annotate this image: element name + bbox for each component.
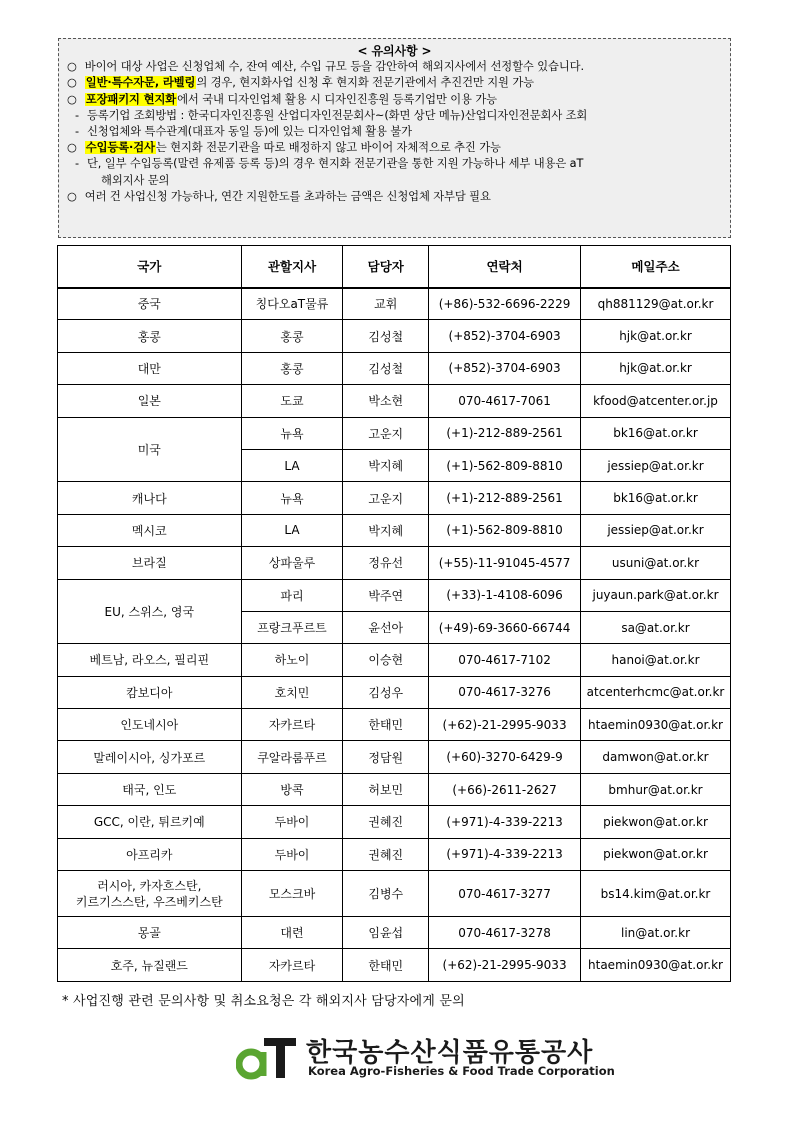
cell-person: 박지혜 [343, 514, 429, 546]
table-row [58, 320, 731, 352]
cell-country: 미국 [58, 417, 242, 482]
cell-person: 고운지 [343, 482, 429, 514]
notice-text: 의 경우, 현지화사업 신청 후 현지화 전문기관에서 추진건만 지원 가능 [196, 76, 534, 90]
notice-text: 단, 일부 수입등록(말련 유제품 등록 등)의 경우 현지화 전문기관을 통한 지원 가능하나 세부 내용은 aT [86, 157, 584, 171]
cell-branch: LA [241, 449, 343, 481]
notice-text: 여러 건 사업신청 가능하나, 연간 지원한도를 초과하는 금액은 신청업체 자부담 필요 [84, 189, 491, 203]
header-branch: 관할지사 [241, 246, 343, 288]
cell-branch: LA [241, 514, 343, 546]
cell-email: usuni@at.or.kr [581, 547, 731, 579]
cell-branch: 프랑크푸르트 [241, 611, 343, 643]
cell-email: sa@at.or.kr [581, 611, 731, 643]
cell-person: 박주연 [343, 579, 429, 611]
cell-branch: 방콕 [241, 773, 343, 805]
cell-email: atcenterhcmc@at.or.kr [581, 676, 731, 708]
table-row [58, 352, 731, 384]
notice-text: 는 현지화 전문기관을 따로 배정하지 않고 바이어 자체적으로 추진 가능 [155, 141, 501, 155]
table-row [58, 838, 731, 870]
table-row [58, 417, 731, 449]
table-row [58, 579, 731, 611]
cell-branch: 뉴욕 [241, 417, 343, 449]
cell-phone: 070-4617-7102 [429, 644, 581, 676]
cell-country: 멕시코 [58, 514, 242, 546]
table-row [58, 288, 731, 320]
cell-person: 교휘 [343, 288, 429, 320]
cell-person: 김성우 [343, 676, 429, 708]
cell-branch: 파리 [241, 579, 343, 611]
cell-person: 한태민 [343, 709, 429, 741]
notice-line [67, 124, 722, 140]
cell-person: 김성철 [343, 320, 429, 352]
cell-branch: 도쿄 [241, 385, 343, 417]
cell-email: qh881129@at.or.kr [581, 288, 731, 320]
header-person: 담당자 [343, 246, 429, 288]
cell-country: 캄보디아 [58, 676, 242, 708]
cell-email: juyaun.park@at.or.kr [581, 579, 731, 611]
notice-text: 에서 국내 디자인업체 활용 시 디자인진흥원 등록기업만 이용 가능 [177, 92, 497, 106]
cell-phone: (+62)-21-2995-9033 [429, 949, 581, 981]
cell-branch: 쿠알라룸푸르 [241, 741, 343, 773]
cell-country: 인도네시아 [58, 709, 242, 741]
cell-person: 권혜진 [343, 838, 429, 870]
cell-branch: 뉴욕 [241, 482, 343, 514]
cell-person: 한태민 [343, 949, 429, 981]
cell-country: 중국 [58, 288, 242, 320]
notice-title: < 유의사항 > [357, 44, 432, 58]
cell-phone: 070-4617-3276 [429, 676, 581, 708]
table-row [58, 773, 731, 805]
cell-phone: (+62)-21-2995-9033 [429, 709, 581, 741]
org-name-korean: 한국농수산식품유통공사 [306, 1038, 594, 1068]
cell-phone: (+60)-3270-6429-9 [429, 741, 581, 773]
cell-phone: (+66)-2611-2627 [429, 773, 581, 805]
cell-branch: 호치민 [241, 676, 343, 708]
logo [236, 1032, 615, 1082]
cell-phone: (+33)-1-4108-6096 [429, 579, 581, 611]
table-row [58, 871, 731, 917]
cell-person: 윤선아 [343, 611, 429, 643]
cell-email: jessiep@at.or.kr [581, 449, 731, 481]
notice-bullet: ○ [67, 189, 77, 203]
notice-highlight: 포장패키지 현지화 [85, 92, 177, 106]
cell-branch: 홍콩 [241, 320, 343, 352]
cell-phone: (+1)-562-809-8810 [429, 449, 581, 481]
cell-email: htaemin0930@at.or.kr [581, 949, 731, 981]
cell-email: piekwon@at.or.kr [581, 806, 731, 838]
cell-phone: (+86)-532-6696-2229 [429, 288, 581, 320]
cell-email: piekwon@at.or.kr [581, 838, 731, 870]
notice-bullet: - [75, 157, 79, 171]
cell-phone: 070-4617-3278 [429, 917, 581, 949]
notice-highlight: 일반·특수자문, 라벨링 [85, 76, 196, 90]
notice-bullet: ○ [67, 141, 77, 155]
cell-person: 이승현 [343, 644, 429, 676]
cell-country: 베트남, 라오스, 필리핀 [58, 644, 242, 676]
table-row [58, 741, 731, 773]
cell-person: 허보민 [343, 773, 429, 805]
notice-highlight: 수입등록·검사 [85, 141, 155, 155]
cell-country: 태국, 인도 [58, 773, 242, 805]
cell-country: 대만 [58, 352, 242, 384]
cell-email: bmhur@at.or.kr [581, 773, 731, 805]
table-row [58, 709, 731, 741]
notice-text: 해외지사 문의 [101, 173, 170, 187]
cell-country: 브라질 [58, 547, 242, 579]
cell-country: 말레이시아, 싱가포르 [58, 741, 242, 773]
cell-branch: 자카르타 [241, 949, 343, 981]
cell-person: 고운지 [343, 417, 429, 449]
cell-person: 권혜진 [343, 806, 429, 838]
cell-person: 정담원 [343, 741, 429, 773]
cell-email: htaemin0930@at.or.kr [581, 709, 731, 741]
cell-phone: (+1)-562-809-8810 [429, 514, 581, 546]
cell-country: 홍콩 [58, 320, 242, 352]
cell-person: 박지혜 [343, 449, 429, 481]
cell-country: EU, 스위스, 영국 [58, 579, 242, 644]
cell-person: 김성철 [343, 352, 429, 384]
cell-email: jessiep@at.or.kr [581, 514, 731, 546]
cell-branch: 상파울루 [241, 547, 343, 579]
header-country: 국가 [58, 246, 242, 288]
cell-branch: 모스크바 [241, 871, 343, 917]
org-name-english: Korea Agro-Fisheries & Food Trade Corporation [308, 1064, 615, 1078]
cell-person: 정유선 [343, 547, 429, 579]
cell-email: hjk@at.or.kr [581, 352, 731, 384]
header-phone: 연락처 [429, 246, 581, 288]
cell-branch: 홍콩 [241, 352, 343, 384]
cell-branch: 대련 [241, 917, 343, 949]
cell-phone: (+1)-212-889-2561 [429, 417, 581, 449]
footnote: * 사업진행 관련 문의사항 및 취소요청은 각 해외지사 담당자에게 문의 [62, 994, 465, 1009]
table-row [58, 547, 731, 579]
notice-bullet: - [75, 108, 79, 122]
cell-country: 일본 [58, 385, 242, 417]
notice-bullet: ○ [67, 92, 77, 106]
cell-phone: 070-4617-7061 [429, 385, 581, 417]
header-email: 메일주소 [581, 246, 731, 288]
cell-branch: 칭다오aT물류 [241, 288, 343, 320]
notice-text: 등록기업 조회방법 : 한국디자인진흥원 산업디자인전문회사~(화면 상단 메뉴)산업디자인전문회사 조회 [86, 108, 588, 122]
notice-line [67, 59, 722, 75]
notice-line [67, 108, 722, 124]
cell-country: 아프리카 [58, 838, 242, 870]
cell-email: bk16@at.or.kr [581, 482, 731, 514]
cell-phone: (+1)-212-889-2561 [429, 482, 581, 514]
table-row [58, 917, 731, 949]
cell-country: 호주, 뉴질랜드 [58, 949, 242, 981]
notice-line [67, 189, 722, 205]
table-row [58, 482, 731, 514]
cell-country: 러시아, 카자흐스탄, 키르기스스탄, 우즈베키스탄 [58, 871, 242, 917]
notice-bullet: - [75, 125, 79, 139]
cell-email: kfood@atcenter.or.jp [581, 385, 731, 417]
cell-person: 임윤섭 [343, 917, 429, 949]
cell-country: 몽골 [58, 917, 242, 949]
cell-branch: 두바이 [241, 838, 343, 870]
table-row [58, 644, 731, 676]
cell-country: GCC, 이란, 튀르키예 [58, 806, 242, 838]
notice-text: 바이어 대상 사업은 신청업체 수, 잔여 예산, 수입 규모 등을 감안하여 해외지사에서 선정할수 있습니다. [84, 60, 584, 74]
cell-phone: (+971)-4-339-2213 [429, 806, 581, 838]
notice-line [67, 75, 722, 91]
notice-bullet: ○ [67, 60, 77, 74]
table-body [58, 288, 731, 982]
at-logo-icon [236, 1034, 298, 1080]
contacts-table [57, 245, 731, 982]
cell-branch: 두바이 [241, 806, 343, 838]
cell-email: bk16@at.or.kr [581, 417, 731, 449]
cell-country: 캐나다 [58, 482, 242, 514]
notice-line [67, 140, 722, 156]
notice-box [58, 38, 731, 238]
table-row [58, 806, 731, 838]
cell-branch: 하노이 [241, 644, 343, 676]
notice-text: 신청업체와 특수관계(대표자 동일 등)에 있는 디자인업체 활용 불가 [86, 125, 412, 139]
cell-email: lin@at.or.kr [581, 917, 731, 949]
notice-lines [67, 59, 722, 205]
cell-phone: (+971)-4-339-2213 [429, 838, 581, 870]
cell-email: hjk@at.or.kr [581, 320, 731, 352]
notice-line [67, 92, 722, 108]
notice-line [67, 156, 722, 172]
cell-phone: (+852)-3704-6903 [429, 320, 581, 352]
notice-bullet: ○ [67, 76, 77, 90]
notice-line [67, 173, 722, 189]
cell-phone: (+852)-3704-6903 [429, 352, 581, 384]
cell-phone: 070-4617-3277 [429, 871, 581, 917]
cell-email: hanoi@at.or.kr [581, 644, 731, 676]
cell-phone: (+49)-69-3660-66744 [429, 611, 581, 643]
cell-person: 박소현 [343, 385, 429, 417]
cell-branch: 자카르타 [241, 709, 343, 741]
cell-phone: (+55)-11-91045-4577 [429, 547, 581, 579]
table-row [58, 676, 731, 708]
table-header-row [58, 246, 731, 288]
cell-email: bs14.kim@at.or.kr [581, 871, 731, 917]
table-row [58, 385, 731, 417]
cell-person: 김병수 [343, 871, 429, 917]
table-row [58, 949, 731, 981]
cell-email: damwon@at.or.kr [581, 741, 731, 773]
table-row [58, 514, 731, 546]
